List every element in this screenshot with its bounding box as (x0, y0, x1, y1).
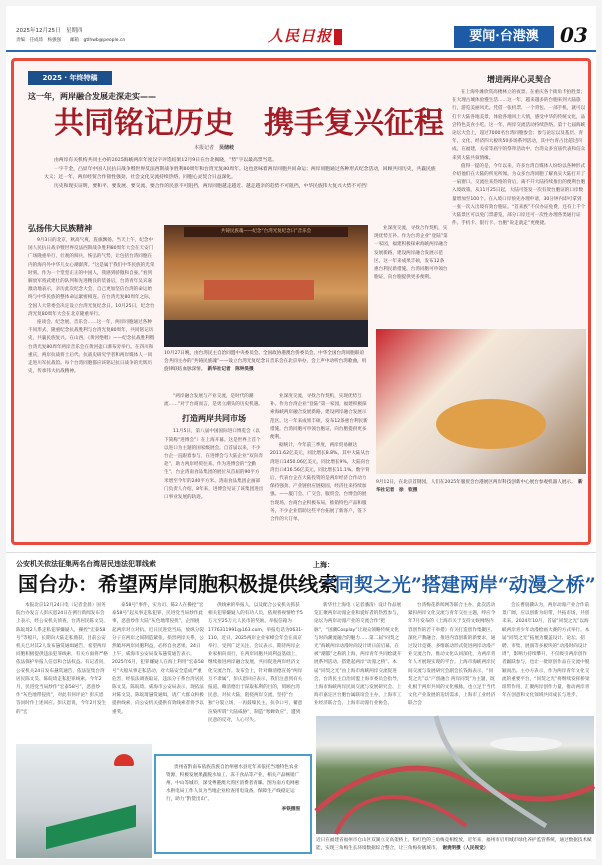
story2-col3: 供线索的举报人，以及配合公安机关抓获相关犯罪嫌疑人的有功人员，依规将视情给予5万元至25万元人民币的奖励。举报信箱为1776311991@163.com，举报电话为0631-110。近日，2025两岸企业家峰会年会在南京举行，受到广泛关注，会议表示，期待两岸企业家相向而行，在两岸同胞共同利益基础上，继续推进两岸融合发展，共同促进两岸经济文化交流合作。发布会上，针对赖清德宣扬“两岸互不隶属”，彭庆恩回应表示，我们注意到有关报道。赖清德出于谋取私利的目的，罔顾台湾民意，对抗大陆，阻挠两岸交流，坚持“台独”分裂立场，一再鼓噪民主、抗争口号，蓄意渲染所谓“大陆威胁”，制造“寒蝉效应”，遭到民意的反对，人心尽失。 (208, 603, 303, 723)
page-header (6, 6, 596, 52)
interchange-photo (316, 716, 594, 834)
expo-photo (376, 329, 586, 474)
editor-line: 责编：任成琦 杨强强 邮箱：gtlhwb@people.cn (16, 38, 126, 43)
newspaper-page (6, 6, 596, 859)
story3-col2: 台湾梅花新闻网等联合主办。此次活动紧扣两岸文化交流与青年交往主题，呼应今年7月发布的《上海市关于支持文娱网络内容创作的若干举措》有关打造创作集聚区、深化产教融合、推进内容创新的新要求，通过设计竞赛、多维联动形式促进两岸动漫产业交流合作，推动文化认同深化，为两岸青年人才展现实现的平台。上海市海峡两岸民间交流与发展研究会副会长钱海表示，“同契之光”以“产创融合 两岸同契”为主题，既扎根于两岸共同的文化根脉，也立足于当代文化产业发展的迫切需求，上海市工业经济联合会 (408, 603, 496, 707)
section-divider (6, 552, 596, 553)
story2-headline: 国台办：希望两岸同胞积极提供线索 (18, 572, 338, 596)
story2-kicker: 公安机关依法征集两名台湾居民违法犯罪线索 (16, 560, 156, 568)
col3-text: 业深度交流，寻找合作契机，实现优势互补。作为台湾企业“登陆”第一家园，福建积极探索海峡两岸融合发展新路，建设两岸融合发展示范区。这一年来成果丰硕，发布12条惠台利民新措施。台湾同胞可申领台胞证，向台胞提供更多便利。 据统计，今年前三季度，两岸贸易额达2011.62亿美元，同比增长8.8%。其中大陆从台湾进口1450.06亿美元，同比增长9%，大陆向台湾出口416.56亿美元，同比增长11.1%。数字背后，代表台企在大陆投资的是两岸经济合作动力保持强劲、产业链供应链稳固，经济往来持续加强。——厦门会、广交会、服贸会、台博会的展台现场，台商台企积极布局，推销特色产品和服务，不少企业借助这些平台拓展了新客户，签下合作的大订单。 (270, 394, 370, 523)
concert-photo (164, 225, 368, 347)
feature-article (11, 58, 591, 545)
factory-photo (16, 744, 152, 858)
story3-col1: 新华社上海电（记者潘清）设计作品展览汇聚两岸动漫企业和爱好者的热烈参与，论坛为两岸动漫产业的交流合作“把脉”，“国潮Cosplay”让观众领略传统文化与时尚潮流融合的魅力……第二届“同契之光”海峡两岸动漫时尚设计周日前启幕，在被“潮都”之称的上海，两岸青年共同绘就开展系列活动，搭建起两岸“动漫之桥”。本届“同契之光”由上海市海峡两岸交流促进会、台湾民主自治同盟上海市委员会指导，上海市海峡两岸民间交流与发展研究会、上海市嘉定区台胞台属联谊会主办，上海市工业经济联合会、上海市动漫行业协会、 (314, 603, 402, 707)
logo-text: 人民日报 (268, 27, 333, 45)
feature-tag: 2025 · 年终特稿 (28, 71, 112, 85)
overpass-graphic (316, 716, 594, 834)
lead-paragraphs: 由两岸有关机构共同主办的2025海峡两岸年度汉字评选结果12月9日在台北揭晓，“势”字以最高票当选。 一字千金，凸显年中国人民抗日战争暨世界反法西斯战争胜利80周年和台湾光复80周年。这也意味着两岸同胞共同命运；两岸同胞通过各种形式纪念活动，回顾共同历史，共襄民族大义；过一年，两岸经贸合作韧性强劲，社会文化交流持续热络，同胞心灵契合日益深化。 历史和现实证明，要和平、要发展、要交流、要合作的民意不可阻挡，两岸同胞越走越近、越走越亲的趋势不可阻挡，中华民族伟大复兴大势不可挡！ (44, 158, 436, 189)
photo-banner: 共铸民族魂——纪念“台湾光复纪念日”音乐会 (184, 227, 348, 237)
byline: 本报记者 吴储岐 (194, 145, 235, 151)
newspaper-logo (268, 26, 342, 46)
conveyor-belt (46, 805, 136, 849)
story3-col3: 会长曹晨骥认为，两岸动漫产业合作前景广阔，应以创新为纽带，共拓市场，共创未来。2024年10月，首届“同契之光”以海峡两岸青少年动漫绘画大赛的方式举行。本届“同契之光”拓展为覆盖设计、论坛、招聘、市集、展演等多板块的“动漫时尚设计周”，影响力持续攀升，不仅吸引两岸创作者踊跃参与，也让一批原创作品在交流中脱颖而出。主办方表示，作为两岸青年文化交流的重要平台，“同契之光”将继续发挥桥梁纽带作用，汇聚两岸创作力量，推动两岸青年在创意和文化领域共同成长与进步。 (502, 603, 590, 699)
story2-col1: 本报北京12月24日电（记者金晨）国务院台办发言人彭庆恩24日在例行新闻发布会上表示，经公安机关侦查，台湾居民陈文昊、陈皖琦2人系走私犯罪嫌疑人，操控“宏泰58号”等船只，长期向大陆走私渔获，目前公安机关已对其2人发布悬赏通缉通告，希望两岸同胞积极提供违法犯罪线索，有关方面将严格依法保护举报人信息和合法权益。有记者问，公安机关24日发布悬赏通告，依法征集台湾居民陈文昊、陈皖琦走私犯罪线索。今年2月，民进党当局炒作“宏泰58号”，恶意炒作“灰色地带侵扰”，对此有何评论？彭庆恩答问时作上述回应。彭庆恩说，今年2月发生的“宏 (16, 603, 108, 715)
photo-caption-box: 贵州省黔南布依族苗族自治州惠水县近年来依托当地特色农业资源，积极发展果蔬脱水加工、冻干食品等产业，相关产品畅销广州、中山等城市，深受粤港澳大湾区消费者青睐。图为南方电网惠水供电局工作人员为当地企业检查用电设备，保障生产线稳定运行，助力“黔货出山”。 李铁摄图 (154, 754, 312, 854)
exhibit-table (436, 399, 546, 449)
hard-hat (114, 754, 134, 766)
col2-text: “两岸融合发展与产业交流，是时代的潮流……”对于台商而言，是勇立潮头的历史机遇。 打造两岸共同市场 11月5日，第八届中国国际进口博览会（以下简称“进博会”）在上海开幕。这是世界上首个以进口为主题的国家级展会。自首届以来，不少台企一直跟着参与，在进博会与大陆企业“双向奔赴”，助力两岸经贸往来。作为进博会的“全勤生”，台企湾南食品集团的展位从首届的90平方米增至今年的240平方米。湾南食品集团企画部门负责人介绍，8年来，进博会见证了该集团进出口事业发展的轨迹。 (164, 394, 264, 501)
side-column: 在上海外滩欣赏高楼林立的夜景，在重庆各个街角卡拍胜景；在大理古城体验慢生活……这一年，越来越多的台胞来到大陆旅行，游览美丽风光。凭借一张机票、一个背包、一部手机，就可以打卡大陆各地美景，体验各地风土人情，感受中华的传统文化，品尝特色美食小吃。这一年，两岸交流活动持续热络。第十七届海峡论坛大会上，超过7000名台湾同胞参会；参与论坛以及基层、青年、文化、经济四大板块50多场系列活动，其中台青占比超过四成。在福建，关帝等庙宇的祭拜活动中，台湾众多宫庙代表和信众来到大陆共叙情缘。 值得一提的是，今年以来，许多台湾自媒体人纷纷以各种形式介绍他们在大陆的所见所闻。为众多台湾同胞了解真实大陆打开了一扇窗口。交流往来热络的背后，离不开大陆持续推出的便利台胞入境政策。从11月25日起，大陆可签发一次有效台胞证的口岸数量增加至100个。在入境口岸预先办理申请，30分钟内即可拿到一张一次入出境有效台胞证。“首来族”不仅办证免费，还有上千个大陆景区可以免门票游览，部分口岸还可一次性办理各类通行证件。手机卡、银行卡、台胞“说走就走”更便捷。 (452, 90, 586, 227)
page-number: 03 (560, 23, 588, 47)
interchange-caption: 近日在福建省福州市仓山区双湖立交高架桥上，粉红色的三角梅竞相绽放，近年来，福州市启用城市绿化养护监管系统，通过数据技术赋能，实现三角梅生长环境数据综合整合，让三角梅扮靓城市。 谢贵明摄（人民视觉） (316, 838, 592, 851)
concert-caption: 10月27日晚，由台湾民主自治同盟中央委员会、全国政协港澳台侨委员会、中华全国台湾同胞联谊会共同主办的“共铸民族魂”——设立台湾光复纪念日音乐会在北京举办，会上声中动听台湾歌曲，用旋律联结血脉深情。 新华社记者 陈钟昊摄 (164, 351, 367, 372)
feature-headline: 共同铭记历史 携手复兴征程 (54, 106, 444, 141)
side-heading: 增进两岸心灵契合 (487, 74, 551, 84)
col1-text: 9月3日的北京，秋高气爽，旌旗飘扬。当天上午，纪念中国人民抗日战争暨世界反法西斯战争胜利80周年大会在天安门广场隆重举行，壮观的阅兵，恢弘的气势，让包括台湾同胞在内的海内外中华儿女心潮澎湃。“这是属于我们中华民族的光荣时刻。作为一个堂堂正正的中国人，我感到骄傲和自豪。”看到解放军将武建壮的队列和先进精良的装备后，台湾青年吴宾嘉激动地表示，亲历此次纪念大会，自己更加坚信台湾的命运始终与中华民族的整体命运紧密相连。在台湾光复80周年之际，全国人大常委会决定设立台湾光复纪念日。10月25日，纪念台湾光复80周年大会在北京隆重举行。 座谈会、纪念展、音乐会……这一年，两岸同胞通过各种不同形式，隆重纪念抗战胜利与台湾光复80周年，共同铭记历史，共襄民族复兴。在山西，《黄河绝唱》——纪念抗战胜利暨台湾光复80周年两岸音乐会在黄河壶口瀑布旁举行。在四川和重庆，两岸抗战将士后代、抗战史研究学者和两岸媒体人一同走进川军抗战馆。每个台湾同胞都应该铭记抗日战争的光辉历史，传承伟大抗战精神。 (28, 238, 155, 375)
story3-kicker: 上海： (313, 561, 334, 569)
issue-date: 2025年12月25日 星期四 (16, 28, 83, 34)
orchestra (164, 320, 368, 347)
col1-heading: 弘扬伟大民族精神 (28, 223, 92, 233)
logo-seal (334, 29, 342, 45)
story3-headline: “同契之光”搭建两岸“动漫之桥” (324, 574, 596, 596)
expo-caption: 9月12日，在北京首钢园，人们在2025年服贸会台港展区两岸科技创新中心展台参观机器人展示。 新华社记者 徐 钦摄 (376, 480, 583, 493)
col4-text: 业深度交流，寻找合作契机，实现优势互补。作为台湾企业“登陆”第一家园，福建积极探索海峡两岸融合发展新路，建设两岸融合发展示范区。这一年来成果丰硕，发布12条惠台利民新措施。台湾同胞可申领台胞证，向台胞提供更多便利。 (374, 226, 448, 281)
feature-kicker: 这一年，两岸融合发展走深走实—— (28, 92, 156, 101)
section-label: 要闻·台港澳 (454, 26, 554, 48)
stage-backdrop (204, 280, 314, 300)
story2-col2: 泰58号”事件，实为司、陈2人在操控“宏泰58号”起从事走私犯罪，民进党当局炒作此事，恶意炒作大陆“灰色地带侵扰”，企图挑起两岸对立对抗。近日民进党当局，放纵分裂分子在两岸之间制造紧张，损害两岸关系，公然破坏两岸同胞利益，必将自食恶果。24日上午，威海市公安局发布悬赏通告表示，2025年6月，犯罪嫌疑人在海上利用“宏泰58号”大船从事走私活动，对大陆安全造成严重危害，经依法调查取证，违法分子系台湾居民陈文昊、陈皖琦。威海市公安局表示，现依法对陈文昊、陈皖琦悬赏通缉，请广大群众积极提供线索，向公安机关提供有效线索者将予以重奖。 (112, 603, 204, 715)
